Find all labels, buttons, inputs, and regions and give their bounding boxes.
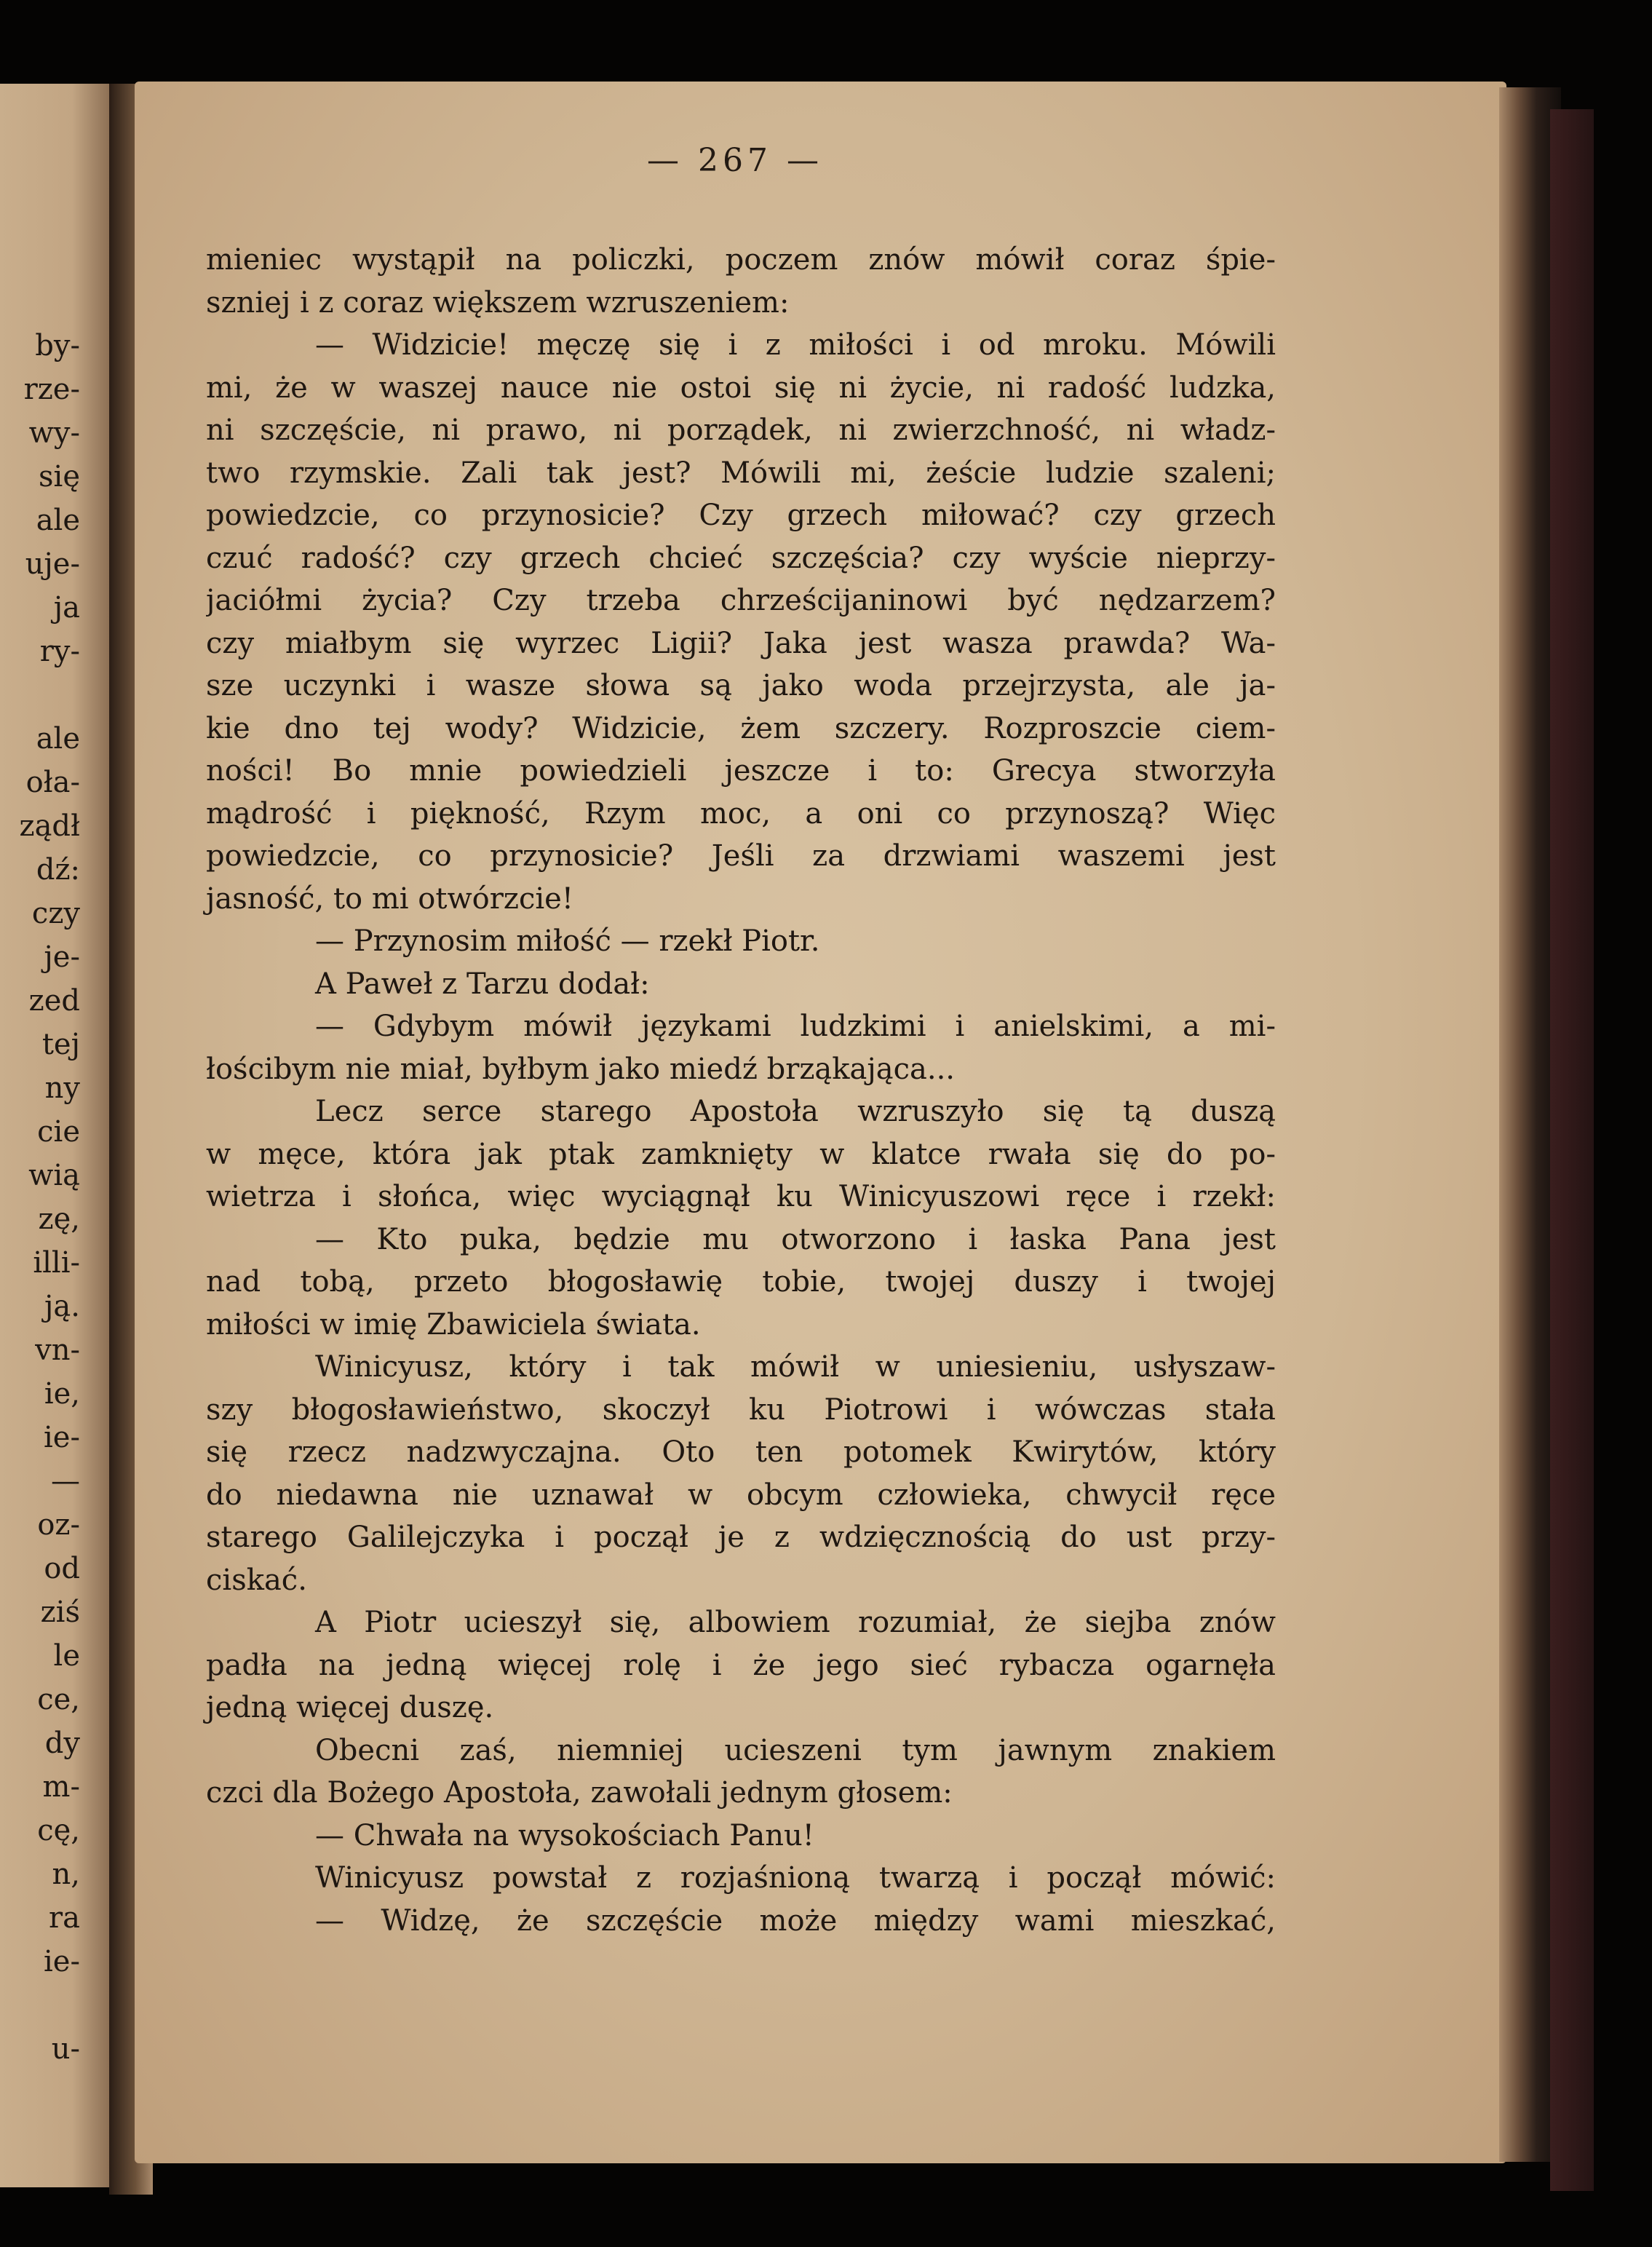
previous-page-text-fragments: [0, 324, 80, 2071]
text-line: — Widzę, że szczęście może między wami mieszkać,: [315, 1903, 1276, 1938]
text-line: czuć radość? czy grzech chcieć szczęścia? czy wyście nieprzy-: [206, 541, 1276, 575]
previous-page-fragment: illi-: [33, 1246, 80, 1280]
previous-page-fragment: ra: [49, 1901, 80, 1935]
text-line: — Gdybym mówił językami ludzkimi i anielskimi, a mi-: [315, 1010, 1276, 1043]
previous-page-fragment: ządł: [19, 809, 80, 843]
body-text: [206, 239, 1276, 1942]
text-line: Winicyusz powstał z rozjaśnioną twarzą i począł mówić:: [315, 1861, 1276, 1895]
previous-page-fragment: dź:: [36, 853, 80, 887]
previous-page-fragment: ale: [36, 722, 80, 756]
previous-page-fragment: oz-: [37, 1508, 80, 1542]
book-cover-edge: [1550, 109, 1594, 2191]
text-line: sze uczynki i wasze słowa są jako woda przejrzysta, ale ja-: [206, 669, 1276, 702]
previous-page-fragment: ziś: [40, 1596, 80, 1629]
previous-page-fragment: vn-: [35, 1333, 80, 1367]
previous-page-fragment: ie-: [44, 1421, 80, 1454]
text-line: — Chwała na wysokościach Panu!: [315, 1818, 814, 1852]
text-line: w męce, która jak ptak zamknięty w klatce rwała się do po-: [206, 1137, 1276, 1171]
previous-page-fragment: zę,: [38, 1202, 80, 1236]
text-line: powiedzcie, co przynosicie? Czy grzech miłować? czy grzech: [206, 499, 1276, 532]
text-line: ni szczęście, ni prawo, ni porządek, ni zwierzchność, ni władz-: [206, 413, 1276, 447]
previous-page-fragment: cie: [37, 1115, 80, 1149]
text-line: ciskać.: [206, 1563, 307, 1597]
text-line: ności! Bo mnie powiedzieli jeszcze i to: Grecya stworzyła: [206, 754, 1276, 788]
text-line: padła na jedną więcej rolę i że jego sieć rybacza ogarnęła: [206, 1648, 1276, 1682]
text-line: Obecni zaś, niemniej ucieszeni tym jawnym znakiem: [315, 1733, 1276, 1767]
previous-page-fragment: [0, 1984, 80, 2027]
previous-page-fragment: le: [53, 1639, 80, 1673]
previous-page-fragment: by-: [35, 329, 80, 362]
text-line: wietrza i słońca, więc wyciągnął ku Winicyuszowi ręce i rzekł:: [206, 1180, 1276, 1213]
text-line: mi, że w waszej nauce nie ostoi się ni życie, ni radość ludzka,: [206, 370, 1276, 405]
text-line: nad tobą, przeto błogosławię tobie, twojej duszy i twojej: [206, 1265, 1276, 1299]
text-line: czci dla Bożego Apostoła, zawołali jednym głosem:: [206, 1776, 953, 1810]
text-line: Winicyusz, który i tak mówił w uniesieniu, usłyszaw-: [315, 1350, 1276, 1384]
text-line: jaciółmi życia? Czy trzeba chrześcijaninowi być nędzarzem?: [206, 584, 1276, 617]
previous-page-fragment: [0, 673, 80, 717]
previous-page-fragment: ny: [44, 1071, 80, 1105]
text-line: się rzecz nadzwyczajna. Oto ten potomek Kwirytów, który: [206, 1435, 1276, 1469]
text-line: powiedzcie, co przynosicie? Jeśli za drzwiami waszemi jest: [206, 839, 1276, 873]
previous-page-fragment: ry-: [39, 635, 80, 668]
previous-page-fragment: ie,: [44, 1377, 80, 1411]
text-line: łościbym nie miał, byłbym jako miedź brząkająca...: [206, 1052, 956, 1086]
text-line: A Piotr ucieszył się, albowiem rozumiał, że siejba znów: [315, 1606, 1276, 1639]
text-line: A Paweł z Tarzu dodał:: [315, 967, 650, 1001]
previous-page-fragment: je-: [44, 940, 80, 974]
previous-page-fragment: uje-: [25, 547, 80, 581]
previous-page-fragment: ie-: [44, 1945, 80, 1978]
previous-page-fragment: ja: [53, 591, 80, 625]
text-line: two rzymskie. Zali tak jest? Mówili mi, żeście ludzie szaleni;: [206, 456, 1276, 490]
previous-page-fragment: ale: [36, 504, 80, 537]
previous-page-fragment: zed: [28, 984, 80, 1018]
text-line: do niedawna nie uznawał w obcym człowieka, chwycił ręce: [206, 1478, 1276, 1512]
previous-page-fragment: n,: [52, 1858, 80, 1891]
previous-page-fragment: cę,: [37, 1814, 80, 1847]
previous-page-fragment: wią: [28, 1159, 80, 1192]
previous-page-fragment: wy-: [28, 416, 80, 450]
page-number: — 267 —: [647, 142, 823, 179]
text-line: jasność, to mi otwórzcie!: [206, 881, 573, 916]
text-line: — Przynosim miłość — rzekł Piotr.: [315, 924, 820, 958]
text-line: miłości w imię Zbawiciela świata.: [206, 1307, 701, 1342]
text-line: starego Galilejczyka i począł je z wdzięcznością do ust przy-: [206, 1521, 1276, 1554]
previous-page-fragment: ce,: [37, 1683, 80, 1716]
text-line: — Widzicie! męczę się i z miłości i od mroku. Mówili: [315, 328, 1276, 362]
text-line: jedną więcej duszę.: [206, 1691, 494, 1724]
previous-page-fragment: oła-: [25, 766, 80, 799]
previous-page-fragment: ją.: [44, 1290, 80, 1323]
text-line: czy miałbym się wyrzec Ligii? Jaka jest wasza prawda? Wa-: [206, 626, 1276, 660]
text-line: mieniec wystąpił na policzki, poczem znów mówił coraz śpie-: [206, 243, 1276, 277]
text-line: kie dno tej wody? Widzicie, żem szczery. Rozproszcie ciem-: [206, 711, 1276, 745]
previous-page-fragment: się: [39, 460, 80, 494]
previous-page-fragment: tej: [41, 1028, 80, 1061]
previous-page-fragment: —: [51, 1465, 80, 1498]
text-line: Lecz serce starego Apostoła wzruszyło się tą duszą: [315, 1095, 1276, 1128]
previous-page-fragment: dy: [44, 1727, 80, 1760]
previous-page-fragment: u-: [51, 2032, 80, 2066]
text-line: mądrość i piękność, Rzym moc, a oni co przynoszą? Więc: [206, 796, 1276, 831]
previous-page-fragment: m-: [42, 1770, 80, 1804]
previous-page-fragment: czy: [31, 897, 80, 930]
previous-page-fragment: od: [44, 1552, 80, 1585]
text-line: — Kto puka, będzie mu otworzono i łaska Pana jest: [315, 1222, 1276, 1256]
previous-page-fragment: rze-: [23, 373, 80, 406]
text-line: szniej i z coraz większem wzruszeniem:: [206, 285, 790, 320]
text-line: szy błogosławieństwo, skoczył ku Piotrowi i wówczas stała: [206, 1392, 1276, 1427]
